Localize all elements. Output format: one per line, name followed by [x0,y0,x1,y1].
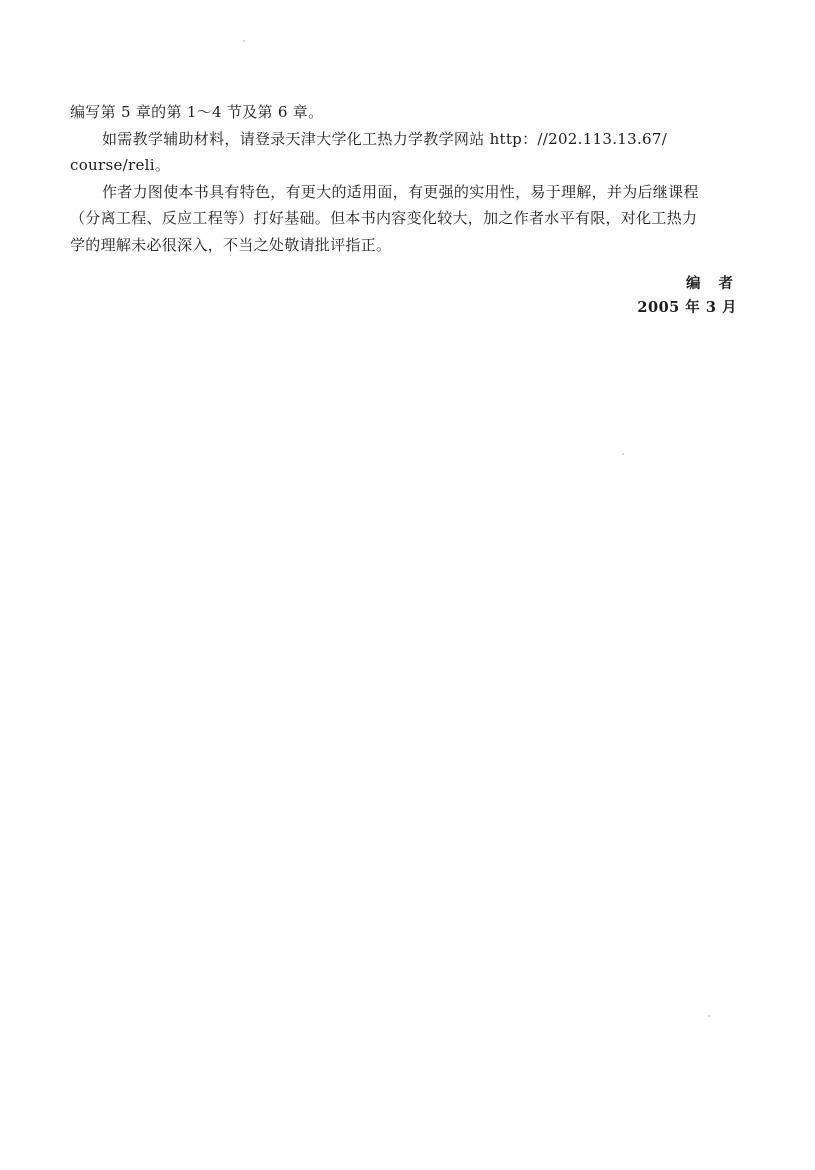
paragraph-2-line-1: 如需教学辅助材料，请登录天津大学化工热力学教学网站 http：//202.113.13.67/ [102,129,668,148]
scan-speck [708,1015,710,1017]
preface-text [70,99,760,258]
signature-author: 编者 [686,275,751,292]
paragraph-3-line-3: 学的理解未必很深入，不当之处敬请批评指正。 [70,235,392,254]
scan-speck [622,453,624,455]
signature-date: 2005 年 3 月 [637,299,737,316]
signature-block [637,272,751,320]
paragraph-3-line-1: 作者力图使本书具有特色，有更大的适用面，有更强的实用性，易于理解，并为后继课程 [102,182,699,201]
scan-speck [243,40,245,42]
paragraph-3-line-2: （分离工程、反应工程等）打好基础。但本书内容变化较大，加之作者水平有限，对化工热力 [70,209,698,227]
paragraph-2-line-2: course/reli。 [70,156,171,174]
paragraph-1-line-1: 编写第 5 章的第 1～4 节及第 6 章。 [70,103,324,121]
